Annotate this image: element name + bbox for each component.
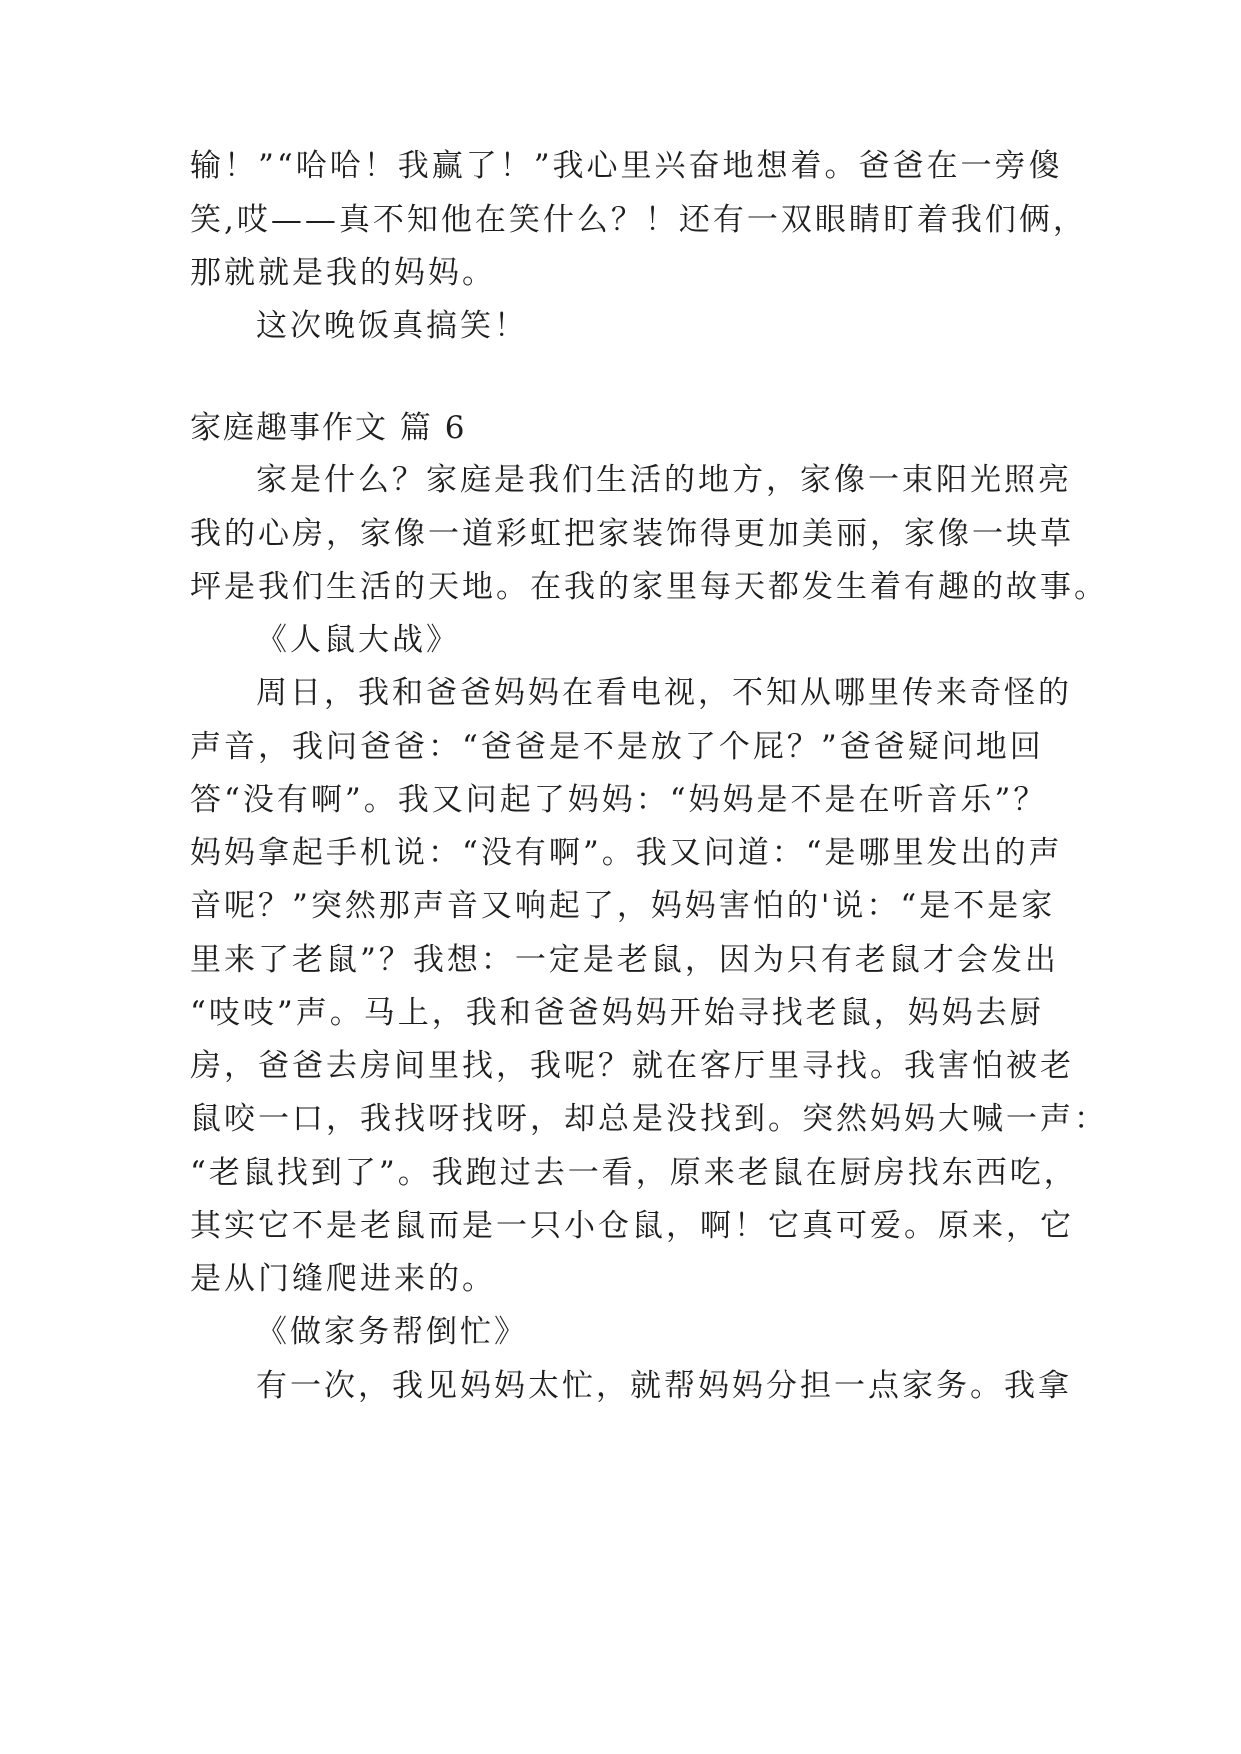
paragraph-line: 其实它不是老鼠而是一只小仓鼠，啊！它真可爱。原来，它 [190,1208,1074,1244]
story-title: 《做家务帮倒忙》 [256,1314,528,1350]
paragraph-line: 家是什么？家庭是我们生活的地方，家像一束阳光照亮 [256,462,1072,498]
paragraph-line: 妈妈拿起手机说：“没有啊”。我又问道：“是哪里发出的声 [190,835,1063,871]
paragraph-line: 里来了老鼠”？我想：一定是老鼠，因为只有老鼠才会发出 [190,942,1059,978]
paragraph-line: 答“没有啊”。我又问起了妈妈：“妈妈是不是在听音乐”？ [190,782,1048,818]
paragraph-line: 我的心房，家像一道彩虹把家装饰得更加美丽，家像一块草 [190,516,1074,552]
paragraph-line: 坪是我们生活的天地。在我的家里每天都发生着有趣的故事。 [190,569,1108,605]
paragraph-line: 输！”“哈哈！我赢了！”我心里兴奋地想着。爸爸在一旁傻 [190,148,1063,184]
paragraph-line: 是从门缝爬进来的。 [190,1261,496,1297]
closing-line: 这次晚饭真搞笑！ [256,308,528,344]
paragraph-line: 那就就是我的妈妈。 [190,255,496,291]
paragraph-line: 有一次，我见妈妈太忙，就帮妈妈分担一点家务。我拿 [256,1368,1072,1404]
paragraph-line: “吱吱”声。马上，我和爸爸妈妈开始寻找老鼠，妈妈去厨 [190,995,1044,1031]
paragraph-line: 房，爸爸去房间里找，我呢？就在客厅里寻找。我害怕被老 [190,1048,1074,1084]
paragraph-line: 周日，我和爸爸妈妈在看电视，不知从哪里传来奇怪的 [256,675,1072,711]
paragraph-line: 笑,哎——真不知他在笑什么？！还有一双眼睛盯着我们俩， [190,202,1087,238]
paragraph-line: 音呢？”突然那声音又响起了，妈妈害怕的'说：“是不是家 [190,888,1056,924]
paragraph-line: 声音，我问爸爸：“爸爸是不是放了个屁？”爸爸疑问地回 [190,729,1044,765]
paragraph-line: 鼠咬一口，我找呀找呀，却总是没找到。突然妈妈大喊一声： [190,1101,1108,1137]
story-title: 《人鼠大战》 [256,622,460,658]
paragraph-line: “老鼠找到了”。我跑过去一看，原来老鼠在厨房找东西吃， [190,1155,1078,1191]
section-heading: 家庭趣事作文 篇 6 [190,410,467,446]
